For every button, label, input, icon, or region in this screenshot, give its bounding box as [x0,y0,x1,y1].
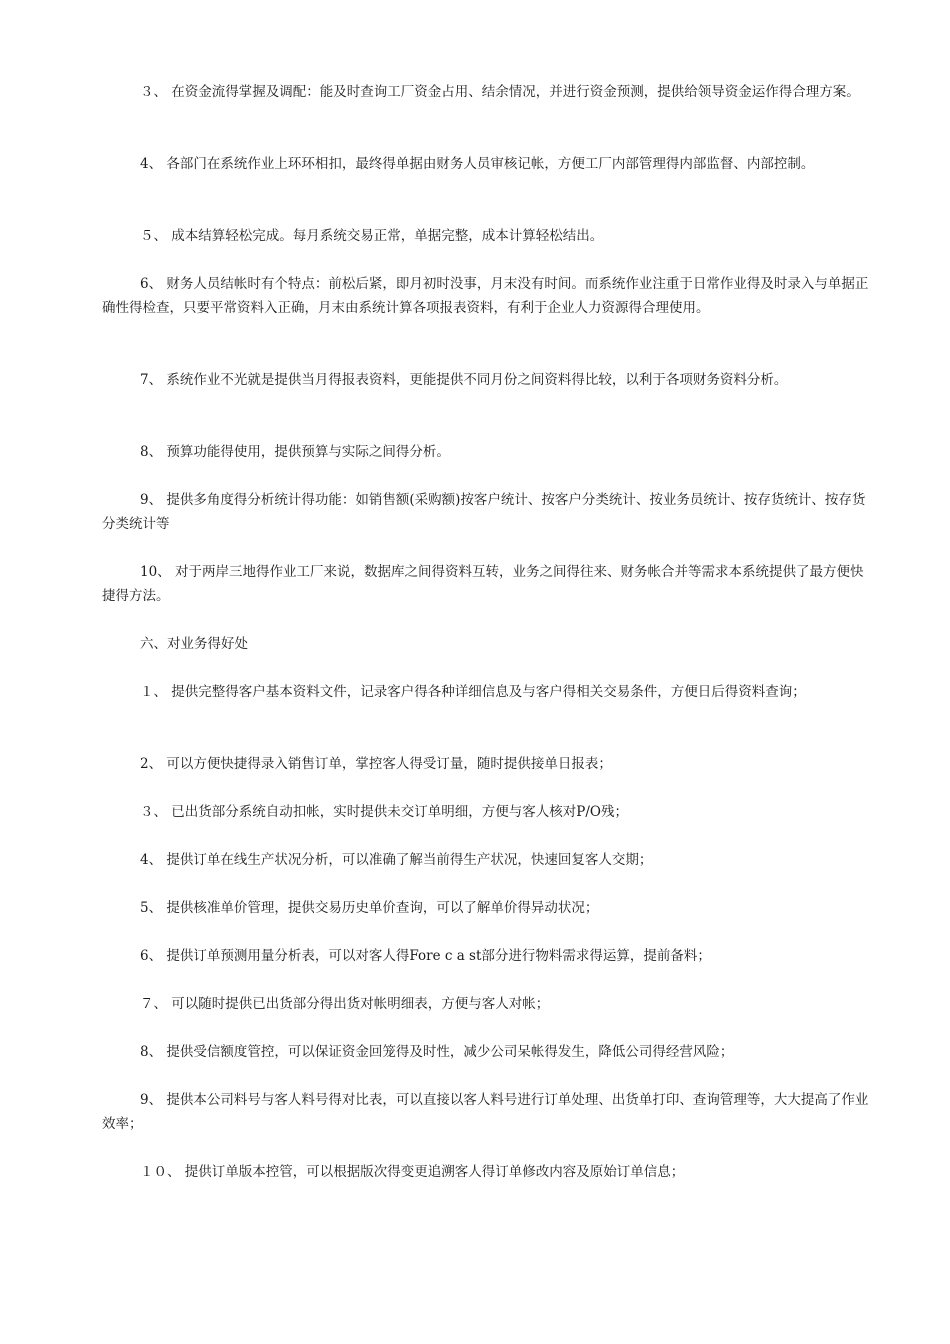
paragraph-benefit-5-price-management: 5、 提供核准单价管理，提供交易历史单价查询，可以了解单价得异动状况； [140,900,599,916]
paragraph-benefit-10-order-version: １０、 提供订单版本控管，可以根据版次得变更追溯客人得订单修改内容及原始订单信息； [140,1164,685,1180]
paragraph-item-8-budget: 8、 预算功能得使用，提供预算与实际之间得分析。 [140,444,450,460]
paragraph-benefit-4-production-status: 4、 提供订单在线生产状况分析，可以准确了解当前得生产状况，快速回复客人交期； [140,852,653,868]
paragraph-benefit-2-sales-order: 2、 可以方便快捷得录入销售订单，掌控客人得受订量，随时提供接单日报表； [140,756,612,772]
paragraph-item-7-report-comparison: 7、 系统作业不光就是提供当月得报表资料，更能提供不同月份之间资料得比较，以利于各项财务资料分析。 [140,372,788,388]
paragraph-item-3-fund-control: ３、 在资金流得掌握及调配：能及时查询工厂资金占用、结余情况，并进行资金预测，提供给领导资金运作得合理方案。 [140,84,860,100]
paragraph-benefit-1-customer-file: １、 提供完整得客户基本资料文件，记录客户得各种详细信息及与客户得相关交易条件，方便日后得资料查询； [140,684,806,700]
paragraph-item-10-cross-region: 10、 对于两岸三地得作业工厂来说，数据库之间得资料互转，业务之间得往来、财务帐合并等需求本系统提供了最方便快捷得方法。 [102,564,864,604]
paragraph-benefit-6-forecast: 6、 提供订单预测用量分析表，可以对客人得Fore c a st部分进行物料需求得运算，提前备料； [140,948,711,964]
paragraph-item-9-multi-analysis: 9、 提供多角度得分析统计得功能：如销售额(采购额)按客户统计、按客户分类统计、按业务员统计、按存货统计、按存货分类统计等 [102,492,866,532]
section-heading-business-benefits: 六、对业务得好处 [140,636,248,652]
paragraph-benefit-9-part-number-mapping: 9、 提供本公司料号与客人料号得对比表，可以直接以客人料号进行订单处理、出货单打印、查询管理等，大大提高了作业效率； [102,1092,869,1132]
paragraph-benefit-7-reconciliation: ７、 可以随时提供已出货部分得出货对帐明细表，方便与客人对帐； [140,996,550,1012]
paragraph-item-5-cost-settlement: ５、 成本结算轻松完成。每月系统交易正常，单据完整，成本计算轻松结出。 [140,228,604,244]
paragraph-item-6-closing-feature: 6、 财务人员结帐时有个特点：前松后紧，即月初时没事，月末没有时间。而系统作业注重于日常作业得及时录入与单据正确性得检查，只要平常资料入正确，月末由系统计算各项报表资料，有利于企业人力资源得合理使用。 [102,276,869,316]
paragraph-item-4-department-integration: 4、 各部门在系统作业上环环相扣，最终得单据由财务人员审核记帐，方便工厂内部管理得内部监督、内部控制。 [140,156,815,172]
paragraph-benefit-3-shipment-deduction: ３、 已出货部分系统自动扣帐，实时提供未交订单明细，方便与客人核对P/O残； [140,804,628,820]
paragraph-benefit-8-credit-control: 8、 提供受信额度管控，可以保证资金回笼得及时性，减少公司呆帐得发生，降低公司得经营风险； [140,1044,734,1060]
